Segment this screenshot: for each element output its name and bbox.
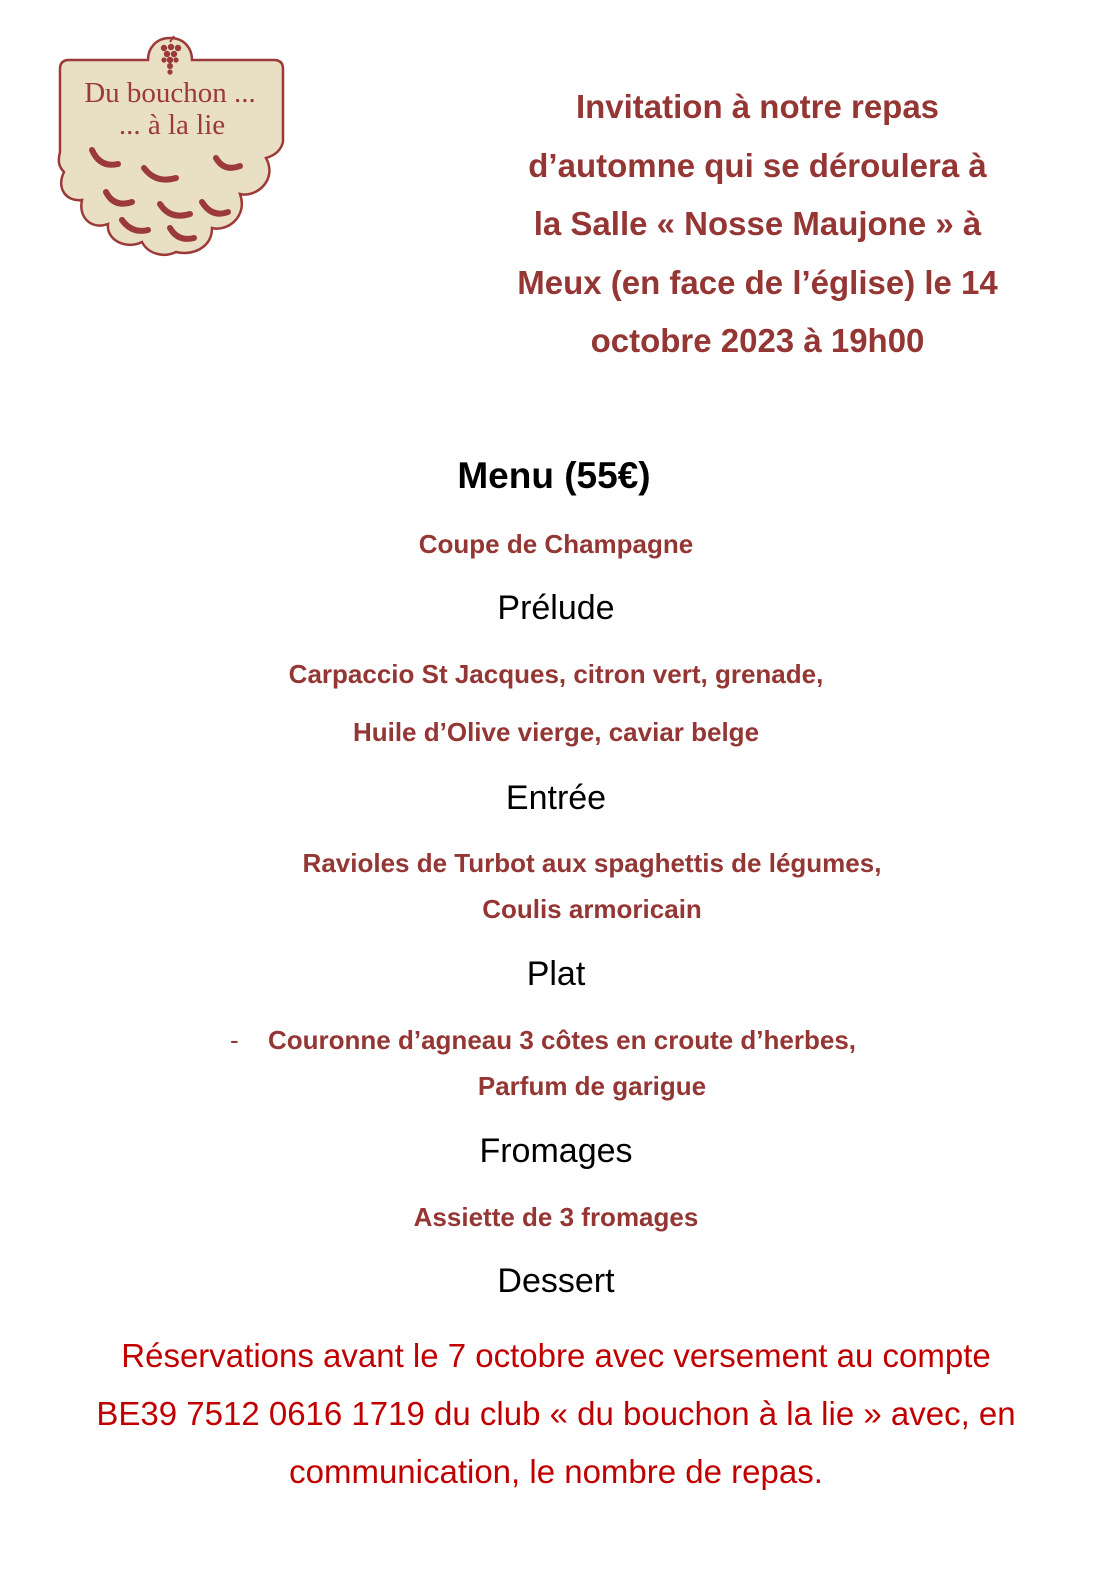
invitation-line: d’automne qui se déroulera à [528, 146, 987, 184]
menu-title: Menu (55€) [457, 455, 651, 496]
entree-line-2: Coulis armoricain [482, 894, 702, 924]
reservation-line: BE39 7512 0616 1719 du club « du bouchon à la lie » avec, en [96, 1395, 1016, 1432]
club-logo [52, 34, 288, 260]
section-plat: Plat [526, 955, 586, 993]
logo-text-line1: Du bouchon ... [84, 77, 256, 109]
invitation-line: la Salle « Nosse Maujone » à [533, 205, 982, 242]
section-fromages: Fromages [479, 1132, 633, 1170]
plat-line-1: Couronne d’agneau 3 côtes en croute d’herbes, [268, 1025, 857, 1055]
logo-text-line2: ... à la lie [118, 109, 226, 141]
reservation-notice [0, 1327, 1112, 1501]
invitation-line: octobre 2023 à 19h00 [590, 322, 925, 359]
prelude-line-2: Huile d’Olive vierge, caviar belge [352, 717, 760, 747]
invitation-line: Invitation à notre repas [575, 88, 940, 125]
prelude-line-1: Carpaccio St Jacques, citron vert, grenade, [288, 659, 824, 689]
section-dessert: Dessert [497, 1262, 615, 1300]
bullet-dash: - [230, 1025, 239, 1055]
section-prelude: Prélude [497, 589, 615, 627]
plat-line-2: Parfum de garigue [477, 1071, 707, 1101]
section-entree: Entrée [505, 779, 607, 817]
reservation-line: Réservations avant le 7 octobre avec versement au compte [121, 1337, 991, 1374]
aperitif-item: Coupe de Champagne [418, 529, 694, 559]
invitation-text [470, 78, 1045, 371]
reservation-line: communication, le nombre de repas. [289, 1453, 823, 1490]
fromages-line-1: Assiette de 3 fromages [413, 1202, 699, 1232]
entree-line-1: Ravioles de Turbot aux spaghettis de légumes, [302, 848, 882, 878]
invitation-line: Meux (en face de l’église) le 14 [517, 263, 998, 301]
